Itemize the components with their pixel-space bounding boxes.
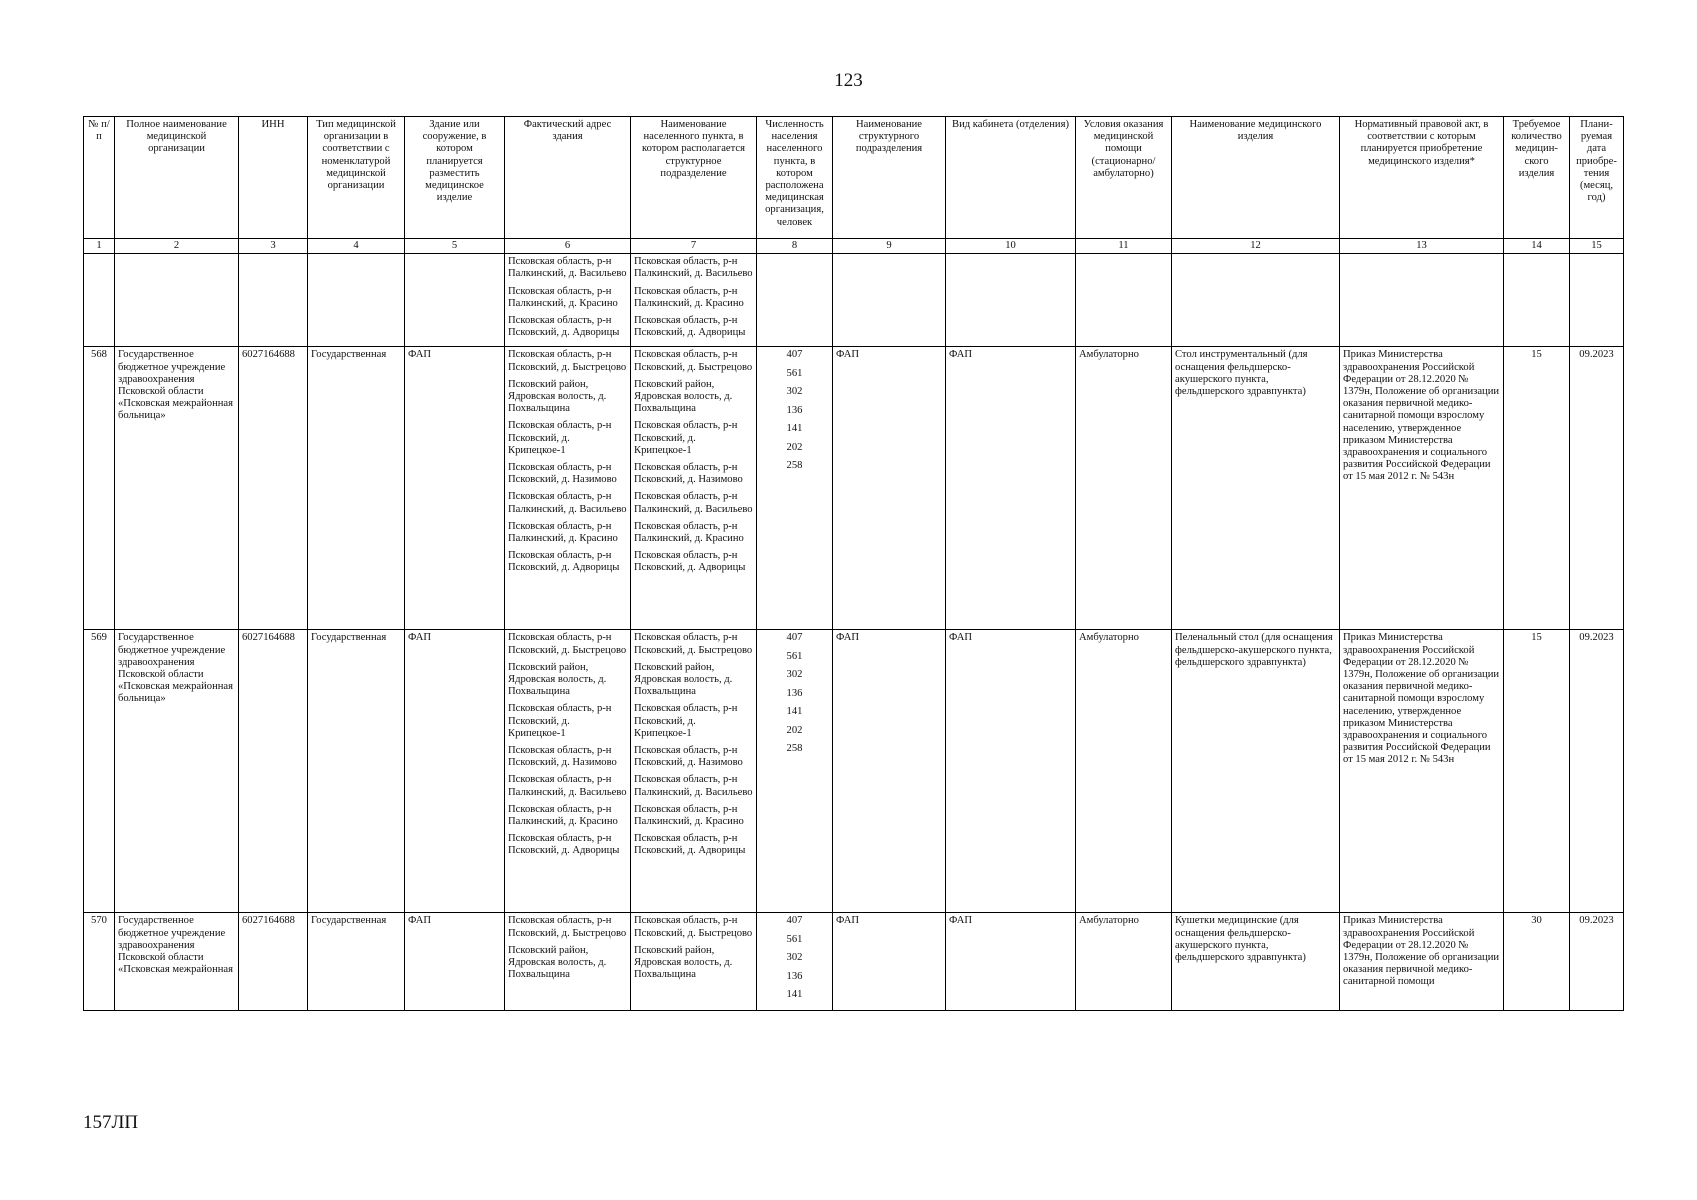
care-conditions: Амбулаторно xyxy=(1076,347,1172,630)
column-number: 6 xyxy=(505,239,631,254)
address-entry: Псковская область, р-н Палкинский, д. Васильево xyxy=(508,774,627,798)
settlement-entry: Псковская область, р-н Псковский, д. Адворицы xyxy=(634,550,746,574)
column-number: 7 xyxy=(631,239,757,254)
table-cell xyxy=(308,254,405,347)
population-value: 141 xyxy=(786,706,803,718)
population-value: 136 xyxy=(786,687,803,699)
population-value: 302 xyxy=(786,669,803,681)
table-cell xyxy=(84,254,115,347)
column-header: Наименование структурного подразделения xyxy=(833,117,946,239)
column-number: 14 xyxy=(1504,239,1570,254)
column-header: Фактический адрес здания xyxy=(505,117,631,239)
column-header: Численность населения населенного пункта, в котором расположена медицинская организация, человек xyxy=(757,117,833,239)
table-cell xyxy=(1076,254,1172,347)
population-value: 258 xyxy=(786,460,803,472)
address-cell xyxy=(505,913,631,1011)
address-entry: Псковская область, р-н Палкинский, д. Васильево xyxy=(508,491,627,515)
settlement-entry: Псковская область, р-н Псковский, д. Назимово xyxy=(634,745,743,769)
population-value: 407 xyxy=(786,632,803,644)
building: ФАП xyxy=(405,913,505,1011)
settlement-entry: Псковский район, Ядровская волость, д. Похвальщина xyxy=(634,661,733,698)
address-entry: Псковская область, р-н Палкинский, д. Васильево xyxy=(508,256,627,280)
table-cell xyxy=(505,254,631,347)
row-number: 568 xyxy=(84,347,115,630)
population-value: 561 xyxy=(786,650,803,662)
population-value: 561 xyxy=(786,367,803,379)
population-value: 202 xyxy=(786,724,803,736)
care-conditions: Амбулаторно xyxy=(1076,913,1172,1011)
settlement-entry: Псковская область, р-н Псковский, д. Адворицы xyxy=(634,315,746,339)
address-entry: Псковская область, р-н Псковский, д. Крипецкое-1 xyxy=(508,703,612,739)
population-value: 258 xyxy=(786,743,803,755)
table-cell xyxy=(405,254,505,347)
organization-type: Государственная xyxy=(308,913,405,1011)
organization-name: Государственное бюджетное учреждение здравоохранения Псковской области «Псковская межрайонная больница» xyxy=(115,347,239,630)
cabinet-type: ФАП xyxy=(946,913,1076,1011)
cabinet-type: ФАП xyxy=(946,630,1076,913)
settlement-cell xyxy=(631,630,757,913)
column-header: Нормативный правовой акт, в соответствии с которым планируется приобретение медицинского изделия* xyxy=(1340,117,1504,239)
address-entry: Псковская область, р-н Псковский, д. Быстрецово xyxy=(508,915,627,939)
settlement-entry: Псковская область, р-н Палкинский, д. Васильево xyxy=(634,491,753,515)
population-value: 202 xyxy=(786,441,803,453)
address-entry: Псковская область, р-н Псковский, д. Быстрецово xyxy=(508,632,627,656)
purchase-date: 09.2023 xyxy=(1570,347,1624,630)
inn: 6027164688 xyxy=(239,630,308,913)
address-entry: Псковская область, р-н Палкинский, д. Красино xyxy=(508,285,618,309)
settlement-entry: Псковский район, Ядровская волость, д. Похвальщина xyxy=(634,378,733,415)
column-header: Тип медицинской организации в соответствии с номенклатурой медицинской организации xyxy=(308,117,405,239)
population-value: 407 xyxy=(786,349,803,361)
population-cell xyxy=(757,913,833,1011)
device-name: Стол инструментальный (для оснащения фельдшерско-акушерского пункта, фельдшерского здравпункта) xyxy=(1172,347,1340,630)
address-cell xyxy=(505,347,631,630)
purchase-date: 09.2023 xyxy=(1570,913,1624,1011)
column-number: 2 xyxy=(115,239,239,254)
address-entry: Псковский район, Ядровская волость, д. Похвальщина xyxy=(508,378,607,415)
column-number: 11 xyxy=(1076,239,1172,254)
settlement-cell xyxy=(631,347,757,630)
population-value: 136 xyxy=(786,970,803,982)
column-number: 15 xyxy=(1570,239,1624,254)
settlement-entry: Псковская область, р-н Палкинский, д. Васильево xyxy=(634,256,753,280)
settlement-entry: Псковская область, р-н Палкинский, д. Васильево xyxy=(634,774,753,798)
population-cell xyxy=(757,630,833,913)
settlement-cell xyxy=(631,913,757,1011)
legal-act: Приказ Министерства здравоохранения Российской Федерации от 28.12.2020 № 1379н, Положение об организации оказания первичной медико-санитарной помощи xyxy=(1340,913,1504,1011)
column-header: Наименование населенного пункта, в котором располагается структурное подразделение xyxy=(631,117,757,239)
organization-name: Государственное бюджетное учреждение здравоохранения Псковской области «Псковская межрайонная больница» xyxy=(115,630,239,913)
row-number: 570 xyxy=(84,913,115,1011)
table-cell xyxy=(833,254,946,347)
care-conditions: Амбулаторно xyxy=(1076,630,1172,913)
settlement-entry: Псковская область, р-н Псковский, д. Адворицы xyxy=(634,833,746,857)
table-row xyxy=(84,347,1624,630)
table-row xyxy=(84,913,1624,1011)
population-value: 302 xyxy=(786,386,803,398)
structural-unit: ФАП xyxy=(833,347,946,630)
purchase-date: 09.2023 xyxy=(1570,630,1624,913)
page-number: 123 xyxy=(834,70,863,91)
address-entry: Псковская область, р-н Псковский, д. Адворицы xyxy=(508,315,620,339)
address-cell xyxy=(505,630,631,913)
column-header: Наименование медицинского изделия xyxy=(1172,117,1340,239)
medical-devices-table xyxy=(83,116,1624,1011)
continuation-row xyxy=(84,254,1624,347)
settlement-entry: Псковская область, р-н Псковский, д. Крипецкое-1 xyxy=(634,703,738,739)
row-number: 569 xyxy=(84,630,115,913)
address-entry: Псковская область, р-н Палкинский, д. Красино xyxy=(508,520,618,545)
address-entry: Псковская область, р-н Псковский, д. Назимово xyxy=(508,462,617,486)
column-number: 4 xyxy=(308,239,405,254)
table-cell xyxy=(1172,254,1340,347)
table-cell xyxy=(239,254,308,347)
organization-type: Государственная xyxy=(308,630,405,913)
header-row xyxy=(84,117,1624,239)
settlement-entry: Псковская область, р-н Псковский, д. Быстрецово xyxy=(634,915,753,939)
organization-type: Государственная xyxy=(308,347,405,630)
settlement-entry: Псковская область, р-н Палкинский, д. Красино xyxy=(634,803,744,828)
table-cell xyxy=(115,254,239,347)
building: ФАП xyxy=(405,347,505,630)
population-value: 136 xyxy=(786,404,803,416)
column-header: Здание или сооружение, в котором планируется разместить медицинское изделие xyxy=(405,117,505,239)
column-header: № п/п xyxy=(84,117,115,239)
quantity: 15 xyxy=(1504,630,1570,913)
column-header: Полное наименование медицинской организации xyxy=(115,117,239,239)
column-header: Плани-руемая дата приобре-тения (месяц, год) xyxy=(1570,117,1624,239)
population-value: 302 xyxy=(786,952,803,964)
cabinet-type: ФАП xyxy=(946,347,1076,630)
table-cell xyxy=(946,254,1076,347)
address-entry: Псковская область, р-н Псковский, д. Адворицы xyxy=(508,550,620,574)
column-header: Требуемое количество медицин-ского изделия xyxy=(1504,117,1570,239)
population-value: 407 xyxy=(786,915,803,927)
settlement-entry: Псковская область, р-н Псковский, д. Крипецкое-1 xyxy=(634,420,738,456)
population-value: 141 xyxy=(786,989,803,1001)
column-header: Вид кабинета (отделения) xyxy=(946,117,1076,239)
device-name: Пеленальный стол (для оснащения фельдшерско-акушерского пункта, фельдшерского здравпункта) xyxy=(1172,630,1340,913)
quantity: 30 xyxy=(1504,913,1570,1011)
address-entry: Псковский район, Ядровская волость, д. Похвальщина xyxy=(508,661,607,698)
address-entry: Псковский район, Ядровская волость, д. Похвальщина xyxy=(508,944,607,981)
column-number: 13 xyxy=(1340,239,1504,254)
settlement-entry: Псковская область, р-н Псковский, д. Быстрецово xyxy=(634,349,753,373)
column-number: 5 xyxy=(405,239,505,254)
table-cell xyxy=(757,254,833,347)
column-header: Условия оказания медицинской помощи (стационарно/ амбулаторно) xyxy=(1076,117,1172,239)
population-value: 141 xyxy=(786,423,803,435)
column-number: 10 xyxy=(946,239,1076,254)
address-entry: Псковская область, р-н Псковский, д. Быстрецово xyxy=(508,349,627,373)
settlement-entry: Псковская область, р-н Палкинский, д. Красино xyxy=(634,285,744,309)
inn: 6027164688 xyxy=(239,913,308,1011)
column-number: 3 xyxy=(239,239,308,254)
structural-unit: ФАП xyxy=(833,913,946,1011)
population-value: 561 xyxy=(786,933,803,945)
organization-name: Государственное бюджетное учреждение здравоохранения Псковской области «Псковская межрайонная xyxy=(115,913,239,1011)
column-number: 12 xyxy=(1172,239,1340,254)
column-header: ИНН xyxy=(239,117,308,239)
address-entry: Псковская область, р-н Палкинский, д. Красино xyxy=(508,803,618,828)
inn: 6027164688 xyxy=(239,347,308,630)
settlement-entry: Псковская область, р-н Палкинский, д. Красино xyxy=(634,520,744,545)
address-entry: Псковская область, р-н Псковский, д. Назимово xyxy=(508,745,617,769)
building: ФАП xyxy=(405,630,505,913)
column-number: 1 xyxy=(84,239,115,254)
legal-act: Приказ Министерства здравоохранения Российской Федерации от 28.12.2020 № 1379н, Положение об организации оказания первичной медико-санитарной помощи взрослому населению, утвержденное приказом Министерства здравоохранения и социального развития Российской Федерации от 15 мая 2012 г. № 543н xyxy=(1340,630,1504,913)
address-entry: Псковская область, р-н Псковский, д. Крипецкое-1 xyxy=(508,420,612,456)
structural-unit: ФАП xyxy=(833,630,946,913)
device-name: Кушетки медицинские (для оснащения фельдшерско-акушерского пункта, фельдшерского здравпункта) xyxy=(1172,913,1340,1011)
table-cell xyxy=(1340,254,1504,347)
settlement-entry: Псковский район, Ядровская волость, д. Похвальщина xyxy=(634,944,733,981)
table-cell xyxy=(631,254,757,347)
address-entry: Псковская область, р-н Псковский, д. Адворицы xyxy=(508,833,620,857)
table-row xyxy=(84,630,1624,913)
column-number-row xyxy=(84,239,1624,254)
column-number: 8 xyxy=(757,239,833,254)
table-cell xyxy=(1504,254,1570,347)
settlement-entry: Псковская область, р-н Псковский, д. Назимово xyxy=(634,462,743,486)
settlement-entry: Псковская область, р-н Псковский, д. Быстрецово xyxy=(634,632,753,656)
table-cell xyxy=(1570,254,1624,347)
footer-code: 157ЛП xyxy=(83,1112,139,1133)
population-cell xyxy=(757,347,833,630)
column-number: 9 xyxy=(833,239,946,254)
quantity: 15 xyxy=(1504,347,1570,630)
legal-act: Приказ Министерства здравоохранения Российской Федерации от 28.12.2020 № 1379н, Положение об организации оказания первичной медико-санитарной помощи взрослому населению, утвержденное приказом Министерства здравоохранения и социального развития Российской Федерации от 15 мая 2012 г. № 543н xyxy=(1340,347,1504,630)
